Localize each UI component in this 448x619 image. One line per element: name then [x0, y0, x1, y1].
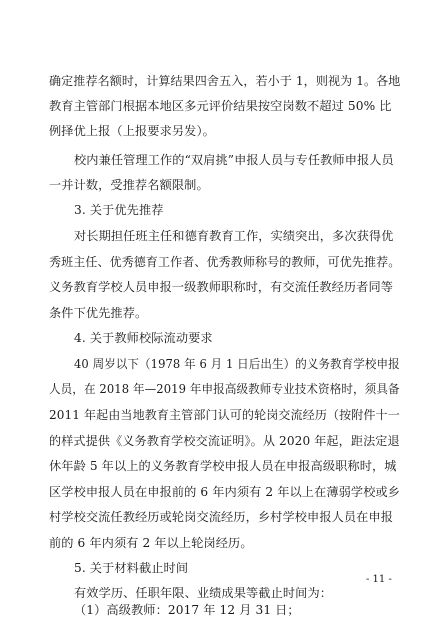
- body-text-line: 校内兼任管理工作的“双肩挑”申报人员与专任教师申报人员: [74, 153, 394, 167]
- body-text-line: 秀班主任、优秀德育工作者、优秀教师称号的教师，可优先推荐。: [49, 255, 401, 269]
- body-text-line: 村学校交流任教经历或轮岗交流经历，乡村学校申报人员在申报: [49, 510, 394, 524]
- body-text-line: 人员，在 2018 年—2019 年申报高级教师专业技术资格时，须具备: [49, 382, 400, 396]
- body-text-line: 例择优上报（上报要求另发）。: [49, 124, 215, 138]
- body-text-line: 区学校申报人员在申报前的 6 年内须有 2 年以上在薄弱学校或乡: [49, 485, 401, 499]
- page-number: - 11 -: [366, 574, 392, 585]
- section-heading: 3. 关于优先推荐: [74, 203, 164, 217]
- body-text-line: 条件下优先推荐。: [49, 306, 148, 320]
- body-text-line: 教育主管部门根据本地区多元评价结果按空岗数不超过 50% 比: [49, 99, 392, 113]
- body-text-line: 义务教育学校人员申报一级教师职称时，有交流任教经历者同等: [49, 280, 394, 294]
- section-heading: 5. 关于材料截止时间: [74, 561, 189, 575]
- body-text-line: 2011 年起由当地教育主管部门认可的轮岗交流经历（按附件十一: [49, 408, 400, 422]
- body-text-line: 休年龄 5 年以上的义务教育学校申报人员在申报高级职称时，城: [49, 459, 397, 473]
- body-text-line: （1）高级教师：2017 年 12 月 31 日；: [74, 603, 300, 617]
- body-text-line: 的样式提供《义务教育学校交流证明》。从 2020 年起，距法定退: [49, 434, 400, 448]
- body-text-line: 前的 6 年内须有 2 年以上轮岗经历。: [49, 536, 253, 550]
- body-text-line: 一并计数，受推荐名额限制。: [49, 178, 209, 192]
- section-heading: 4. 关于教师校际流动要求: [74, 331, 213, 345]
- body-text-line: 确定推荐名额时，计算结果四舍五入，若小于 1，则视为 1。各地: [49, 74, 401, 88]
- body-text-line: 对长期担任班主任和德育教育工作，实绩突出，多次获得优: [74, 229, 394, 243]
- body-text-line: 40 周岁以下（1978 年 6 月 1 日后出生）的义务教育学校申报: [74, 357, 400, 371]
- body-text-line: 有效学历、任职年限、业绩成果等截止时间为：: [74, 586, 333, 600]
